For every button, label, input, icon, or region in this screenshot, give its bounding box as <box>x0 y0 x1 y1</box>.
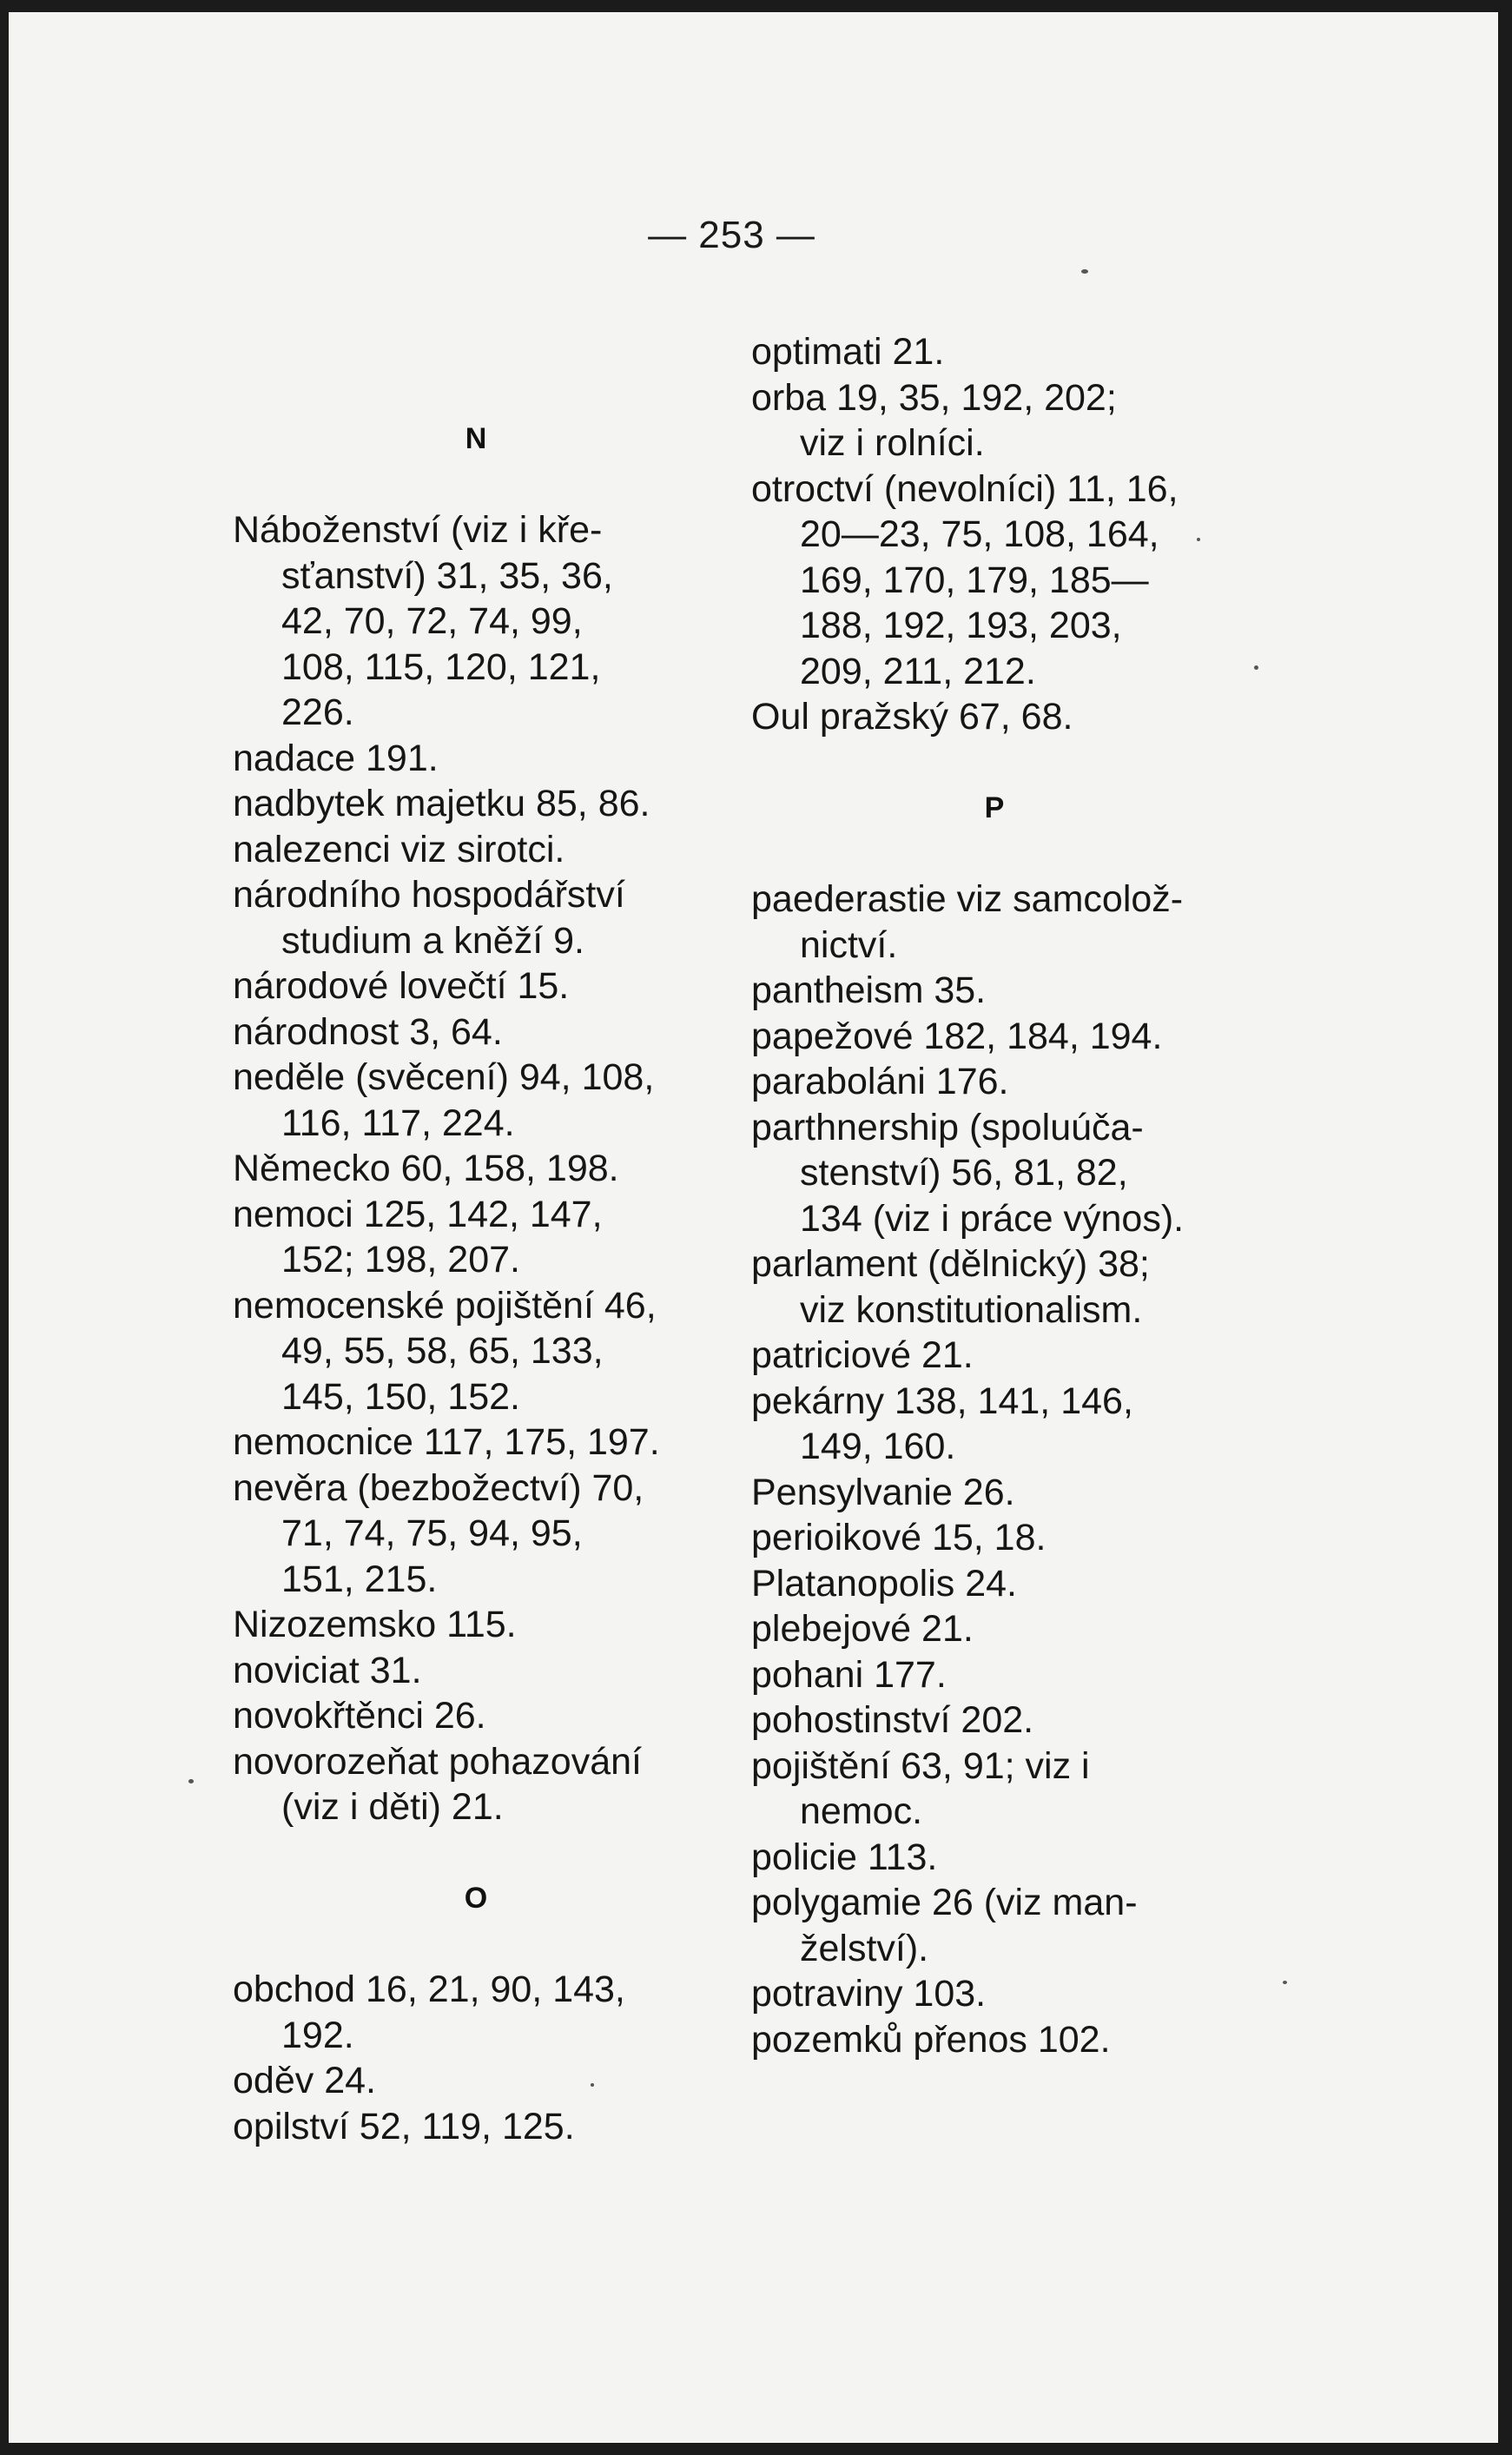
index-entry-paederastie <box>751 877 1238 968</box>
index-entry-line: policie 113. <box>751 1836 938 1878</box>
index-entry-line: pekárny 138, 141, 146, <box>751 1380 1133 1422</box>
index-entry-platanopolis <box>751 1561 1238 1607</box>
index-entry-polygamie <box>751 1880 1238 1971</box>
index-entry-novorozenat <box>233 1739 719 1830</box>
index-entry-continuation: 169, 170, 179, 185— <box>800 559 1149 601</box>
index-entry-continuation: 149, 160. <box>800 1426 956 1467</box>
index-entry-continuation: 226. <box>281 692 354 733</box>
index-entry-line: parlament (dělnický) 38; <box>751 1243 1150 1285</box>
index-entry-line: potraviny 103. <box>751 1973 987 2015</box>
scan-speck <box>1081 269 1088 274</box>
index-entry-continuation: 188, 192, 193, 203, <box>800 605 1122 646</box>
index-entry-continuation: 20—23, 75, 108, 164, <box>800 513 1159 555</box>
index-entry-continuation: (viz i děti) 21. <box>281 1786 504 1828</box>
page-number: — 253 — <box>648 214 815 256</box>
index-entry-nemoci <box>233 1192 719 1283</box>
index-entry-continuation: 108, 115, 120, 121, <box>281 645 601 688</box>
index-entry-line: opilství 52, 119, 125. <box>233 2105 575 2147</box>
index-entry-continuation: 42, 70, 72, 74, 99, <box>281 600 583 642</box>
index-entry-continuation: studium a kněží 9. <box>281 919 584 962</box>
index-entry-line: novokřtěnci 26. <box>233 1695 486 1737</box>
index-column-left <box>233 416 719 2149</box>
index-entry-nadace <box>233 736 719 782</box>
index-entry-parabolani <box>751 1059 1238 1105</box>
index-entry-continuation: 116, 117, 224. <box>281 1102 515 1144</box>
section-gap <box>233 462 719 508</box>
index-entry-line: orba 19, 35, 192, 202; <box>751 376 1117 419</box>
index-entry-nevera <box>233 1466 719 1603</box>
index-entry-line: polygamie 26 (viz man- <box>751 1882 1138 1923</box>
index-entry-continuation: stenství) 56, 81, 82, <box>800 1152 1128 1194</box>
index-entry-perioikove <box>751 1515 1238 1561</box>
index-entry-line: Nizozemsko 115. <box>233 1604 517 1645</box>
index-entry-line: neděle (svěcení) 94, 108, <box>233 1056 655 1098</box>
index-entry-nadbytek <box>233 781 719 827</box>
index-entry-narodove <box>233 963 719 1009</box>
index-entry-line: pantheism 35. <box>751 969 987 1011</box>
index-entry-nalezenci <box>233 827 719 873</box>
book-page <box>9 12 1498 2443</box>
index-entry-nedele <box>233 1055 719 1146</box>
index-entry-pojisteni <box>751 1744 1238 1835</box>
index-entry-line: paraboláni 176. <box>751 1061 1009 1102</box>
index-entry-line: novorozeňat pohazování <box>233 1740 642 1783</box>
index-entry-line: pohostinství 202. <box>751 1699 1034 1741</box>
index-entry-pensylvanie <box>751 1470 1238 1516</box>
index-entry-line: Oul pražský 67, 68. <box>751 696 1073 738</box>
index-entry-pohostinstvi <box>751 1697 1238 1744</box>
index-entry-continuation: 152; 198, 207. <box>281 1239 520 1280</box>
section-gap <box>751 831 1238 877</box>
index-entry-line: Německo 60, 158, 198. <box>233 1148 619 1189</box>
index-entry-noviciat <box>233 1648 719 1694</box>
index-entry-pozemku <box>751 2017 1238 2063</box>
index-entry-line: národnost 3, 64. <box>233 1010 503 1053</box>
section-gap <box>233 1830 719 1876</box>
index-entry-line: Pensylvanie 26. <box>751 1471 1015 1513</box>
index-entry-line: parthnership (spoluúča- <box>751 1106 1144 1148</box>
index-entry-pantheism <box>751 968 1238 1014</box>
index-entry-continuation: 151, 215. <box>281 1558 438 1600</box>
index-entry-line: nemocenské pojištění 46, <box>233 1284 657 1327</box>
index-entry-line: noviciat 31. <box>233 1649 422 1691</box>
index-entry-line: Platanopolis 24. <box>751 1562 1017 1605</box>
section-gap <box>751 740 1238 786</box>
index-entry-line: obchod 16, 21, 90, 143, <box>233 1969 625 2010</box>
index-entry-line: patriciové 21. <box>751 1334 974 1376</box>
index-entry-pekarny <box>751 1379 1238 1470</box>
section-gap <box>233 1922 719 1968</box>
scan-speck <box>1283 1981 1287 1984</box>
index-entry-patriciove <box>751 1333 1238 1379</box>
index-entry-policie <box>751 1835 1238 1881</box>
index-entry-line: národního hospodářství <box>233 874 625 916</box>
index-entry-obchod <box>233 1967 719 2058</box>
index-entry-continuation: 192. <box>281 2014 354 2056</box>
index-column-right <box>751 329 1238 2062</box>
index-entry-potraviny <box>751 1971 1238 2017</box>
index-entry-line: nemocnice 117, 175, 197. <box>233 1421 660 1463</box>
scan-speck <box>1254 665 1258 670</box>
index-entry-novokrtenci <box>233 1693 719 1739</box>
index-entry-parlament <box>751 1241 1238 1333</box>
index-entry-narodnost <box>233 1009 719 1055</box>
index-entry-line: nevěra (bezbožectví) 70, <box>233 1466 644 1509</box>
index-entry-oul <box>751 694 1238 740</box>
index-entry-orba <box>751 375 1238 467</box>
section-letter-o: O <box>464 1882 488 1915</box>
index-entry-plebejove <box>751 1606 1238 1652</box>
section-letter-n: N <box>465 422 487 455</box>
index-entry-nemecko <box>233 1146 719 1192</box>
index-entry-narodniho <box>233 872 719 963</box>
index-entry-optimati <box>751 329 1238 375</box>
index-entry-nizozemsko <box>233 1602 719 1648</box>
index-entry-continuation: 145, 150, 152. <box>281 1375 520 1418</box>
index-entry-continuation: 209, 211, 212. <box>800 650 1036 692</box>
index-entry-continuation: nemoc. <box>800 1790 923 1832</box>
index-entry-pohani <box>751 1652 1238 1698</box>
index-entry-line: perioikové 15, 18. <box>751 1517 1047 1558</box>
index-entry-line: Náboženství (viz i kře- <box>233 509 603 551</box>
index-entry-continuation: 134 (viz i práce výnos). <box>800 1197 1185 1240</box>
index-entry-continuation: želství). <box>800 1927 929 1969</box>
index-entry-continuation: viz konstitutionalism. <box>800 1288 1143 1331</box>
index-entry-line: nadace 191. <box>233 737 439 779</box>
index-entry-line: otroctví (nevolníci) 11, 16, <box>751 467 1179 510</box>
index-entry-line: pozemků přenos 102. <box>751 2018 1111 2061</box>
index-entry-line: pojištění 63, 91; viz i <box>751 1744 1090 1787</box>
index-entry-continuation: sťanství) 31, 35, 36, <box>281 554 613 597</box>
index-entry-line: pohani 177. <box>751 1653 947 1696</box>
index-entry-parthnership <box>751 1105 1238 1242</box>
index-entry-line: nemoci 125, 142, 147, <box>233 1193 603 1235</box>
index-entry-line: oděv 24. <box>233 2060 376 2101</box>
index-entry-line: nadbytek majetku 85, 86. <box>233 783 650 824</box>
index-entry-opilstvi <box>233 2104 719 2150</box>
index-entry-line: nalezenci viz sirotci. <box>233 828 565 870</box>
index-entry-nabozenstvi <box>233 507 719 736</box>
index-entry-continuation: 49, 55, 58, 65, 133, <box>281 1330 604 1372</box>
index-entry-line: plebejové 21. <box>751 1608 974 1650</box>
index-entry-line: optimati 21. <box>751 331 945 373</box>
index-entry-papezove <box>751 1014 1238 1060</box>
index-entry-continuation: viz i rolníci. <box>800 422 985 464</box>
index-entry-continuation: 71, 74, 75, 94, 95, <box>281 1512 583 1554</box>
index-entry-nemocnice <box>233 1419 719 1466</box>
scan-speck <box>1197 538 1200 541</box>
index-entry-line: paederastie viz samcolož- <box>751 878 1184 920</box>
index-entry-line: papežové 182, 184, 194. <box>751 1015 1163 1057</box>
index-entry-nemocenske <box>233 1283 719 1420</box>
scan-speck <box>591 2083 594 2087</box>
index-entry-continuation: nictví. <box>800 923 898 966</box>
section-letter-p: P <box>984 791 1005 824</box>
index-entry-otroctvi <box>751 467 1238 695</box>
index-entry-odev <box>233 2058 719 2104</box>
index-entry-line: národové lovečtí 15. <box>233 965 570 1007</box>
scan-speck <box>188 1779 194 1783</box>
